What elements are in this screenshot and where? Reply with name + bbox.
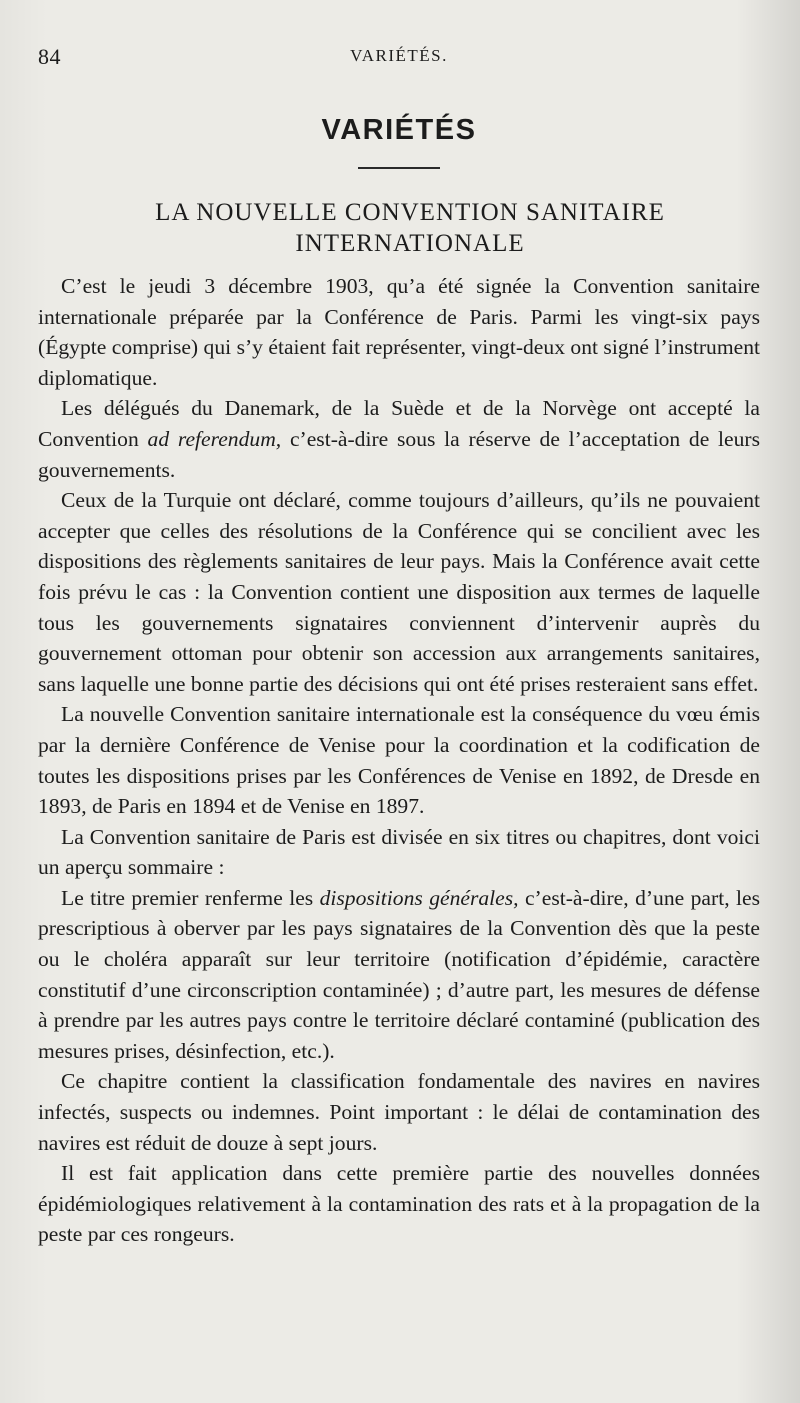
paragraph-6-italic: dispositions générales, bbox=[319, 885, 519, 910]
paragraph-2-italic: ad referendum, bbox=[147, 426, 282, 451]
article-title-line-2: INTERNATIONALE bbox=[295, 230, 525, 257]
paragraph-2 bbox=[38, 393, 760, 485]
paragraph-2-text-after: c’est-à-dire sous la réserve de l’acceptation de leurs gouvernements. bbox=[38, 426, 760, 482]
article-title-line-1: LA NOUVELLE CONVENTION SANITAIRE bbox=[155, 199, 665, 226]
paragraph-6-text-after: c’est-à-dire, d’une part, les prescriptious à oberver par les pays signataires de la Convention dès que la peste ou le choléra apparaît sur leur territoire (notification d’épidémie, caractère constitutif d’une circonscription contaminée) ; d’autre part, les mesures de défense à prendre par les autres pays contre le territoire déclaré contaminé (publication des mesures prises, désinfection, etc.). bbox=[38, 885, 760, 1063]
running-title: VARIÉTÉS. bbox=[350, 46, 448, 65]
paragraph-1: C’est le jeudi 3 décembre 1903, qu’a été signée la Convention sanitaire internationale préparée par la Conférence de Paris. Parmi les vingt-six pays (Égypte comprise) qui s’y étaient fait représenter, vingt-deux ont signé l’instrument diplomatique. bbox=[38, 274, 760, 390]
paragraph-4: La nouvelle Convention sanitaire internationale est la conséquence du vœu émis par la dernière Conférence de Venise pour la coordination et la codification de toutes les dispositions prises par les Conférences de Venise en 1892, de Dresde en 1893, de Paris en 1894 et de Venise en 1897. bbox=[38, 702, 760, 819]
running-head bbox=[38, 38, 760, 74]
article-title bbox=[38, 197, 760, 259]
paragraph-7: Ce chapitre contient la classification fondamentale des navires en navires infectés, suspects ou indemnes. Point important : le délai de contamination des navires est réduit de douze à sept jours. bbox=[38, 1069, 760, 1155]
paragraph-3: Ceux de la Turquie ont déclaré, comme toujours d’ailleurs, qu’ils ne pouvaient accepter que celles des résolutions de la Conférence qui se concilient avec les dispositions des règlements sanitaires de leur pays. Mais la Conférence avait cette fois prévu le cas : la Convention contient une disposition aux termes de laquelle tous les gouvernements signataires conviennent d’intervenir auprès du gouvernement ottoman pour obtenir son accession aux arrangements sanitaires, sans laquelle une bonne partie des décisions qui ont été prises resteraient sans effet. bbox=[38, 488, 760, 696]
paragraph-6-text-before: Le titre premier renferme les bbox=[61, 885, 320, 910]
article-body bbox=[38, 271, 760, 1250]
paragraph-2-text-before: Les délégués du Danemark, de la Suède et de la Norvège ont accepté la Convention bbox=[38, 396, 760, 451]
paragraph-6 bbox=[38, 883, 760, 1067]
paragraph-8: Il est fait application dans cette première partie des nouvelles données épidémiologiques relativement à la contamination des rats et à la propagation de la peste par ces rongeurs. bbox=[38, 1161, 760, 1247]
page-number: 84 bbox=[38, 44, 61, 69]
paragraph-5: La Convention sanitaire de Paris est divisée en six titres ou chapitres, dont voici un aperçu sommaire : bbox=[38, 824, 760, 880]
section-title: VARIÉTÉS bbox=[321, 114, 477, 146]
title-divider bbox=[358, 167, 440, 169]
